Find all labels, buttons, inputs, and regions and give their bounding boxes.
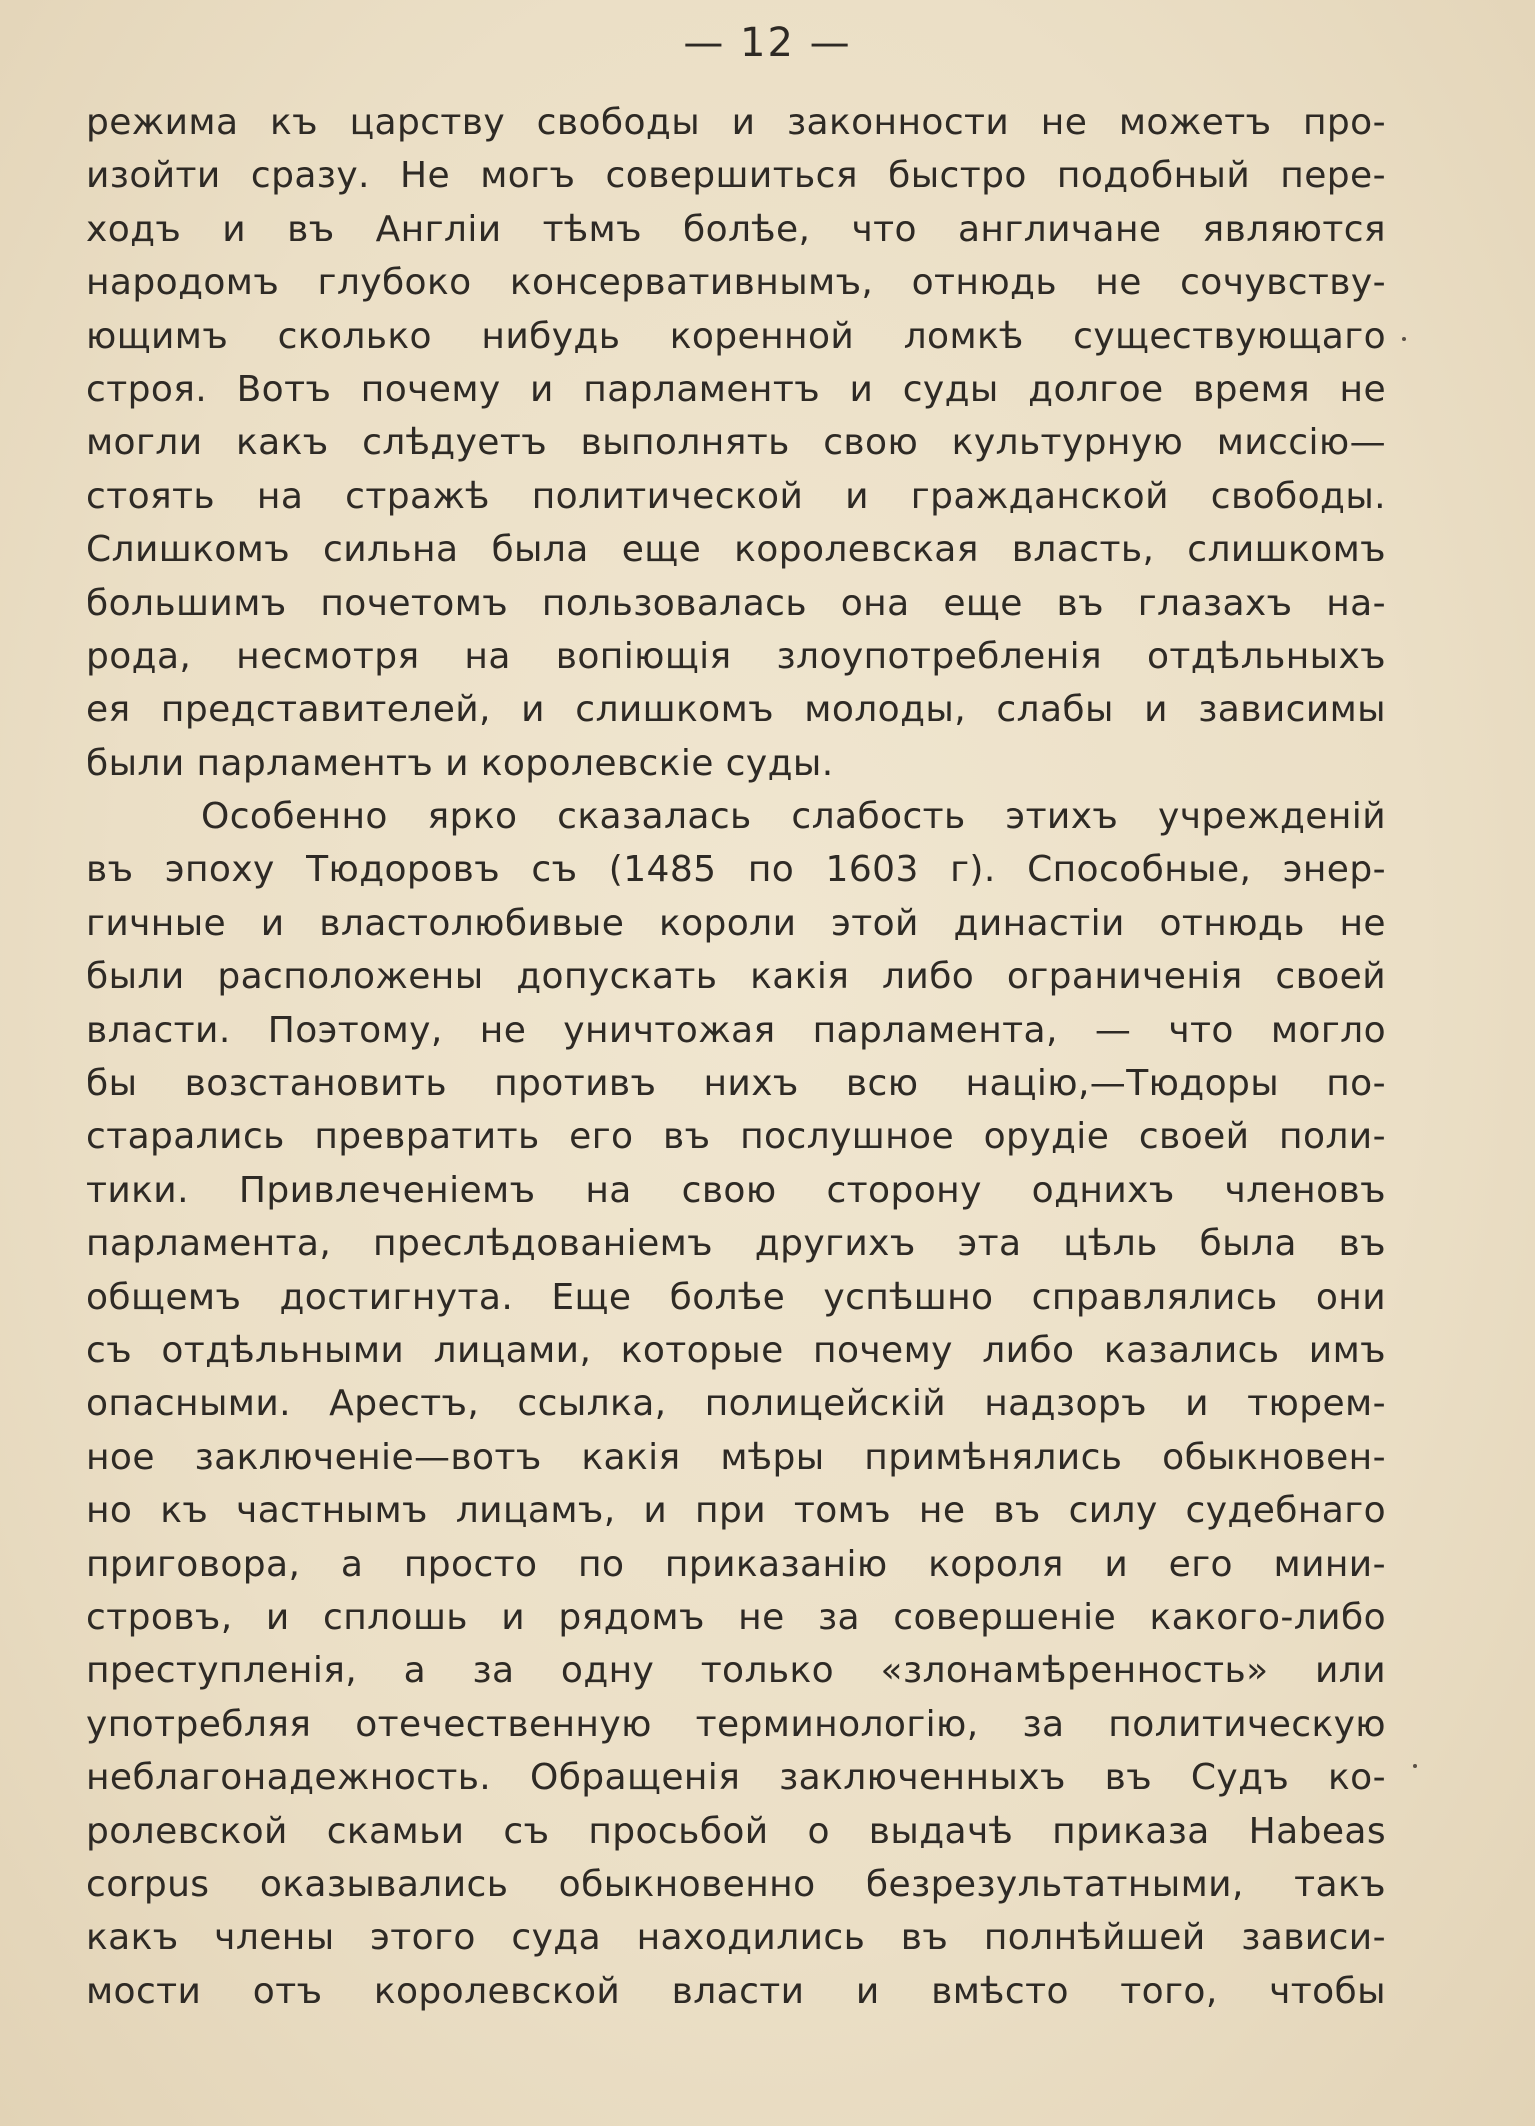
text-line: парламента, преслѣдованіемъ другихъ эта цѣль была въ bbox=[86, 1223, 1386, 1265]
text-line: но къ частнымъ лицамъ, и при томъ не въ силу судебнаго bbox=[86, 1490, 1386, 1532]
text-line: съ отдѣльными лицами, которые почему либо казались имъ bbox=[86, 1329, 1386, 1371]
paper-speck bbox=[1413, 1764, 1417, 1768]
text-line: строя. Вотъ почему и парламентъ и суды долгое время не bbox=[86, 368, 1386, 410]
text-line: ное заключеніе—вотъ какія мѣры примѣнялись обыкновен- bbox=[86, 1436, 1386, 1478]
text-line: могли какъ слѣдуетъ выполнять свою культурную миссію— bbox=[86, 422, 1386, 464]
text-line: ющимъ сколько нибудь коренной ломкѣ существующаго bbox=[86, 315, 1386, 357]
text-line: народомъ глубоко консервативнымъ, отнюдь не сочувству- bbox=[86, 262, 1386, 304]
text-line: ходъ и въ Англіи тѣмъ болѣе, что англичане являются bbox=[86, 208, 1386, 250]
page-number: — 12 — bbox=[683, 20, 852, 66]
text-line: ея представителей, и слишкомъ молоды, слабы и зависимы bbox=[86, 689, 1386, 731]
text-line: приговора, а просто по приказанію короля и его мини- bbox=[86, 1543, 1386, 1585]
text-line: мости отъ королевской власти и вмѣсто того, чтобы bbox=[86, 1970, 1386, 2012]
text-line: режима къ царству свободы и законности не можетъ про- bbox=[86, 102, 1386, 143]
text-line: гичные и властолюбивые короли этой династіи отнюдь не bbox=[86, 902, 1386, 944]
text-line: были расположены допускать какія либо ограниченія своей bbox=[86, 956, 1386, 998]
text-line: изойти сразу. Не могъ совершиться быстро подобный пере- bbox=[86, 155, 1386, 197]
text-line: власти. Поэтому, не уничтожая парламента, — что могло bbox=[86, 1009, 1386, 1051]
text-line: рода, несмотря на вопіющія злоупотребленія отдѣльныхъ bbox=[86, 635, 1386, 677]
text-line: неблагонадежность. Обращенія заключенныхъ въ Судъ ко- bbox=[86, 1757, 1386, 1799]
paper-speck bbox=[1402, 337, 1406, 341]
text-line: употребляя отечественную терминологію, за политическую bbox=[86, 1703, 1386, 1745]
text-line: преступленія, а за одну только «злонамѣренность» или bbox=[86, 1650, 1386, 1692]
text-line: стоять на стражѣ политической и гражданской свободы. bbox=[86, 475, 1386, 517]
text-line: большимъ почетомъ пользовалась она еще въ глазахъ на- bbox=[86, 582, 1386, 624]
text-line: бы возстановить противъ нихъ всю націю,—Тюдоры по- bbox=[86, 1063, 1386, 1105]
text-line: Слишкомъ сильна была еще королевская власть, слишкомъ bbox=[86, 529, 1386, 571]
text-line: тики. Привлеченіемъ на свою сторону однихъ членовъ bbox=[86, 1169, 1386, 1211]
paragraph-start-line: Особенно ярко сказалась слабость этихъ учрежденій bbox=[201, 796, 1386, 838]
body-text bbox=[86, 96, 1386, 2018]
text-line: общемъ достигнута. Еще болѣе успѣшно справлялись они bbox=[86, 1276, 1386, 1318]
text-line: ролевской скамьи съ просьбой о выдачѣ приказа Habeas bbox=[86, 1810, 1386, 1852]
paragraph-end-line: были парламентъ и королевскіе суды. bbox=[86, 742, 834, 784]
text-line: въ эпоху Тюдоровъ съ (1485 по 1603 г). Способные, энер- bbox=[86, 849, 1386, 891]
text-line: опасными. Арестъ, ссылка, полицейскій надзоръ и тюрем- bbox=[86, 1383, 1386, 1425]
text-line: старались превратить его въ послушное орудіе своей поли- bbox=[86, 1116, 1386, 1158]
text-line: какъ члены этого суда находились въ полнѣйшей зависи- bbox=[86, 1917, 1386, 1959]
text-line: стровъ, и сплошь и рядомъ не за совершеніе какого-либо bbox=[86, 1596, 1386, 1638]
text-line: corpus оказывались обыкновенно безрезультатными, такъ bbox=[86, 1863, 1386, 1905]
